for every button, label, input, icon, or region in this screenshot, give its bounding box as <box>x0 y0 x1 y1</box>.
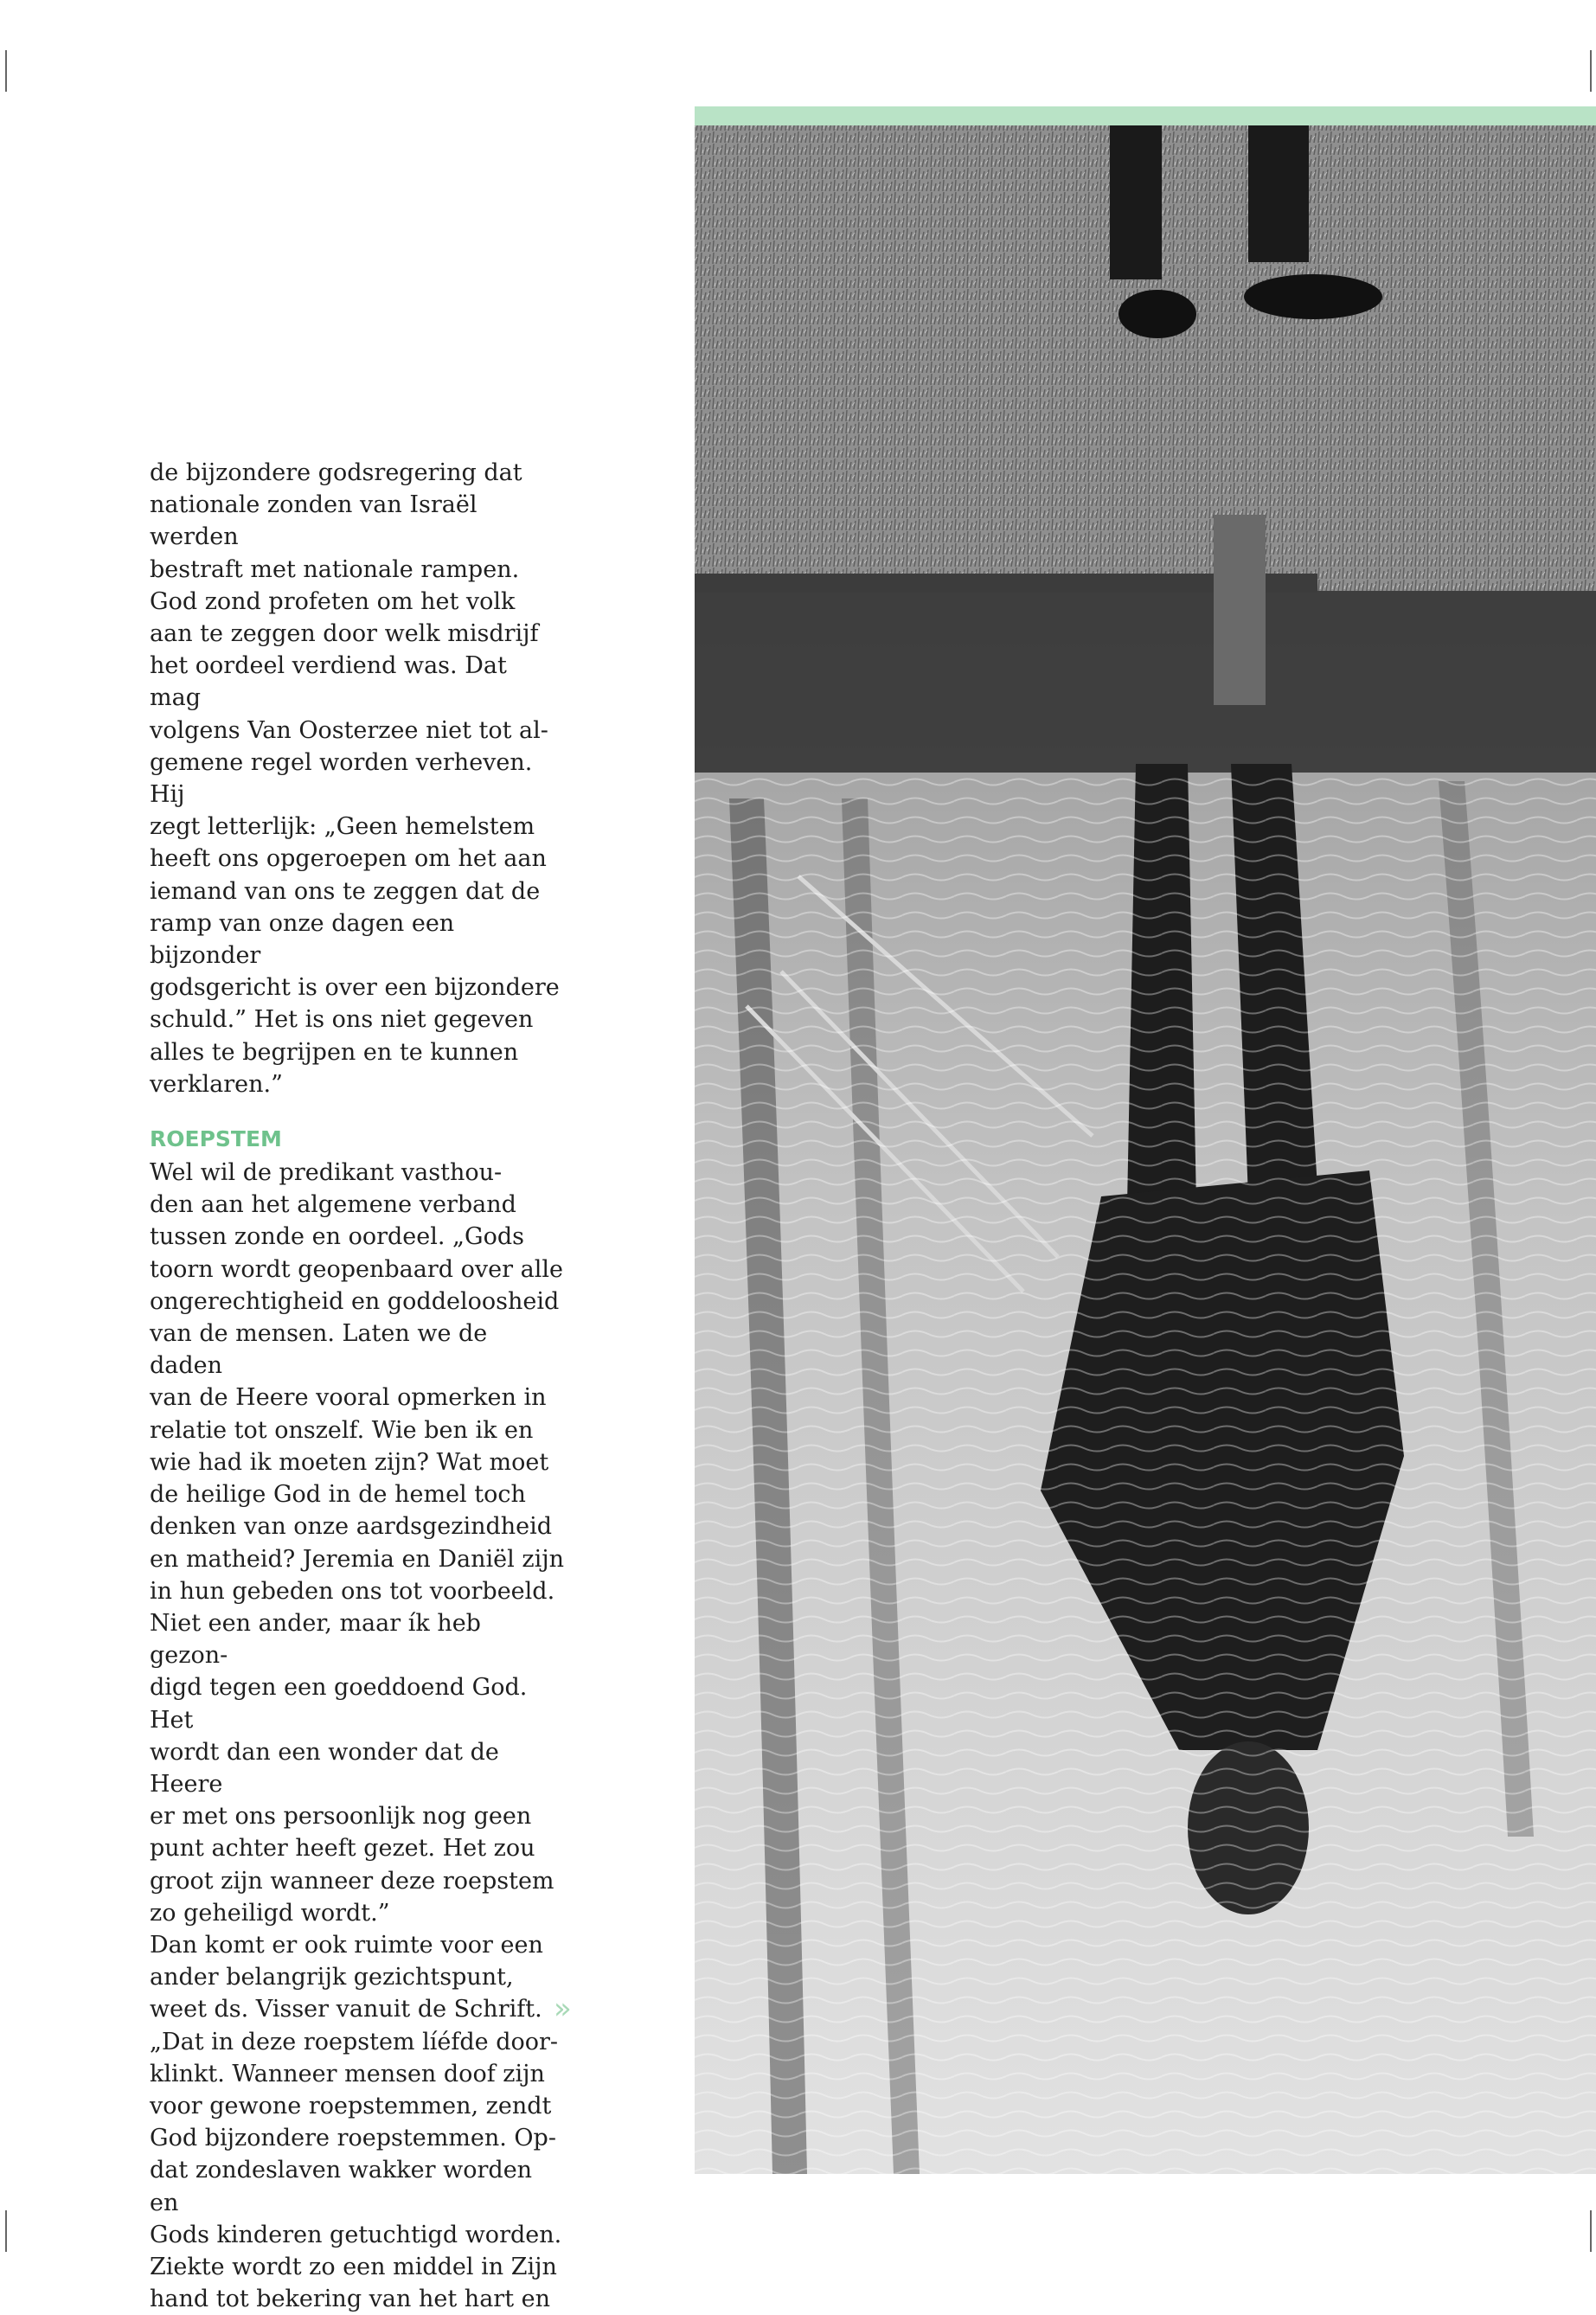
crop-mark-top-left <box>5 50 7 92</box>
crop-mark-bottom-right <box>1590 2210 1592 2252</box>
crop-mark-bottom-left <box>5 2210 7 2252</box>
paragraph-3: Dan komt er ook ruimte voor een ander belangrijk gezichtspunt, weet ds. Visser vanuit de Schrift. „Dat in deze roepstem líéfde door- klinkt. Wanneer mensen doof zijn voor gewone roepstemmen, zendt God bijzondere roepstemmen. Op- dat zondeslaven wakker worden en Gods kinderen getuchtigd worden. Ziekte wordt zo een middel in Zijn hand tot bekering van het hart en <box>150 1931 562 2313</box>
photo-reflection <box>695 106 1596 2174</box>
paragraph-2: Wel wil de predikant vasthou- den aan het algemene verband tussen zonde en oordeel. „Gods toorn wordt geopenbaard over alle ongerechtigheid en goddeloosheid van de mensen. Laten we de daden van de Heere vooral opmerken in relatie tot onszelf. Wie ben ik en wie had ik moeten zijn? Wat moet de heilige God in de hemel toch denken van onze aardsgezindheid en matheid? Jeremia en Daniël zijn in hun gebeden ons tot voorbeeld. Niet een ander, maar ík heb gezon- digd tegen een goeddoend God. Het wordt dan een wonder dat de Heere er met ons persoonlijk nog geen punt achter heeft gezet. Het zou groot zijn wanneer deze roepstem zo geheiligd wordt.” <box>150 1159 564 1927</box>
crop-mark-top-right <box>1590 50 1592 92</box>
article-column <box>150 457 565 2315</box>
continue-arrow-icon: » <box>554 1991 572 2026</box>
section-heading: ROEPSTEM <box>150 1126 282 1152</box>
photo-accent-bar <box>695 106 1596 125</box>
photo-illustration <box>695 106 1596 2174</box>
paragraph-1: de bijzondere godsregering dat nationale zonden van Israël werden bestraft met nationale rampen. God zond profeten om het volk aan te zeggen door welk misdrijf het oordeel verdiend was. Dat mag volgens Van Oosterzee niet tot al- gemene regel worden verheven. Hij zegt letterlijk: „Geen hemelstem heeft ons opgeroepen om het aan iemand van ons te zeggen dat de ramp van onze dagen een bijzonder godsgericht is over een bijzondere schuld.” Het is ons niet gegeven alles te begrijpen en te kunnen verklaren.” <box>150 459 560 1098</box>
